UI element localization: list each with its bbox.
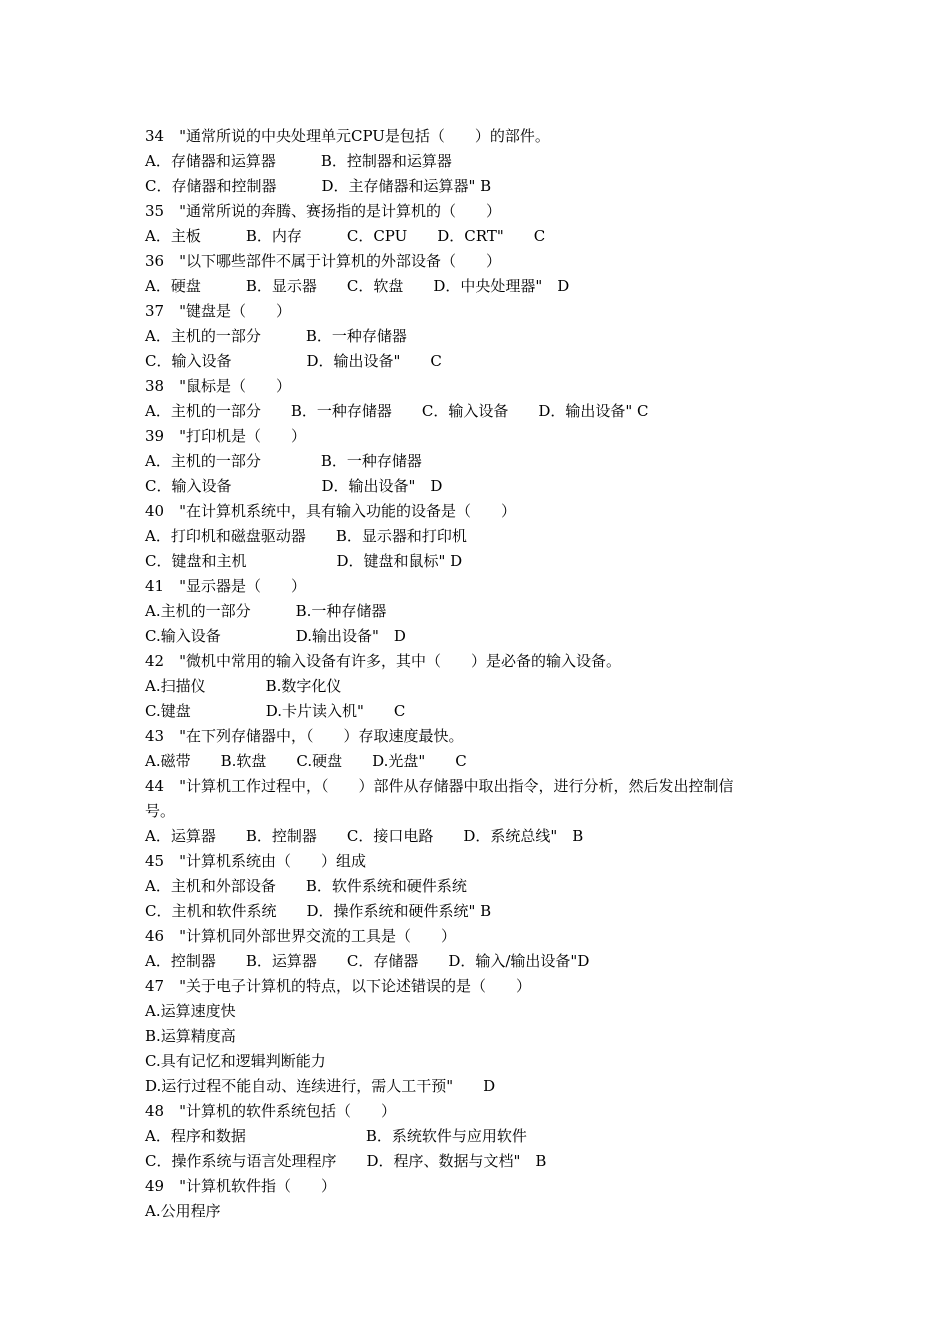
question-38-options: A．主机的一部分 B．一种存储器 C．输入设备 D．输出设备" C bbox=[145, 402, 649, 420]
question-47-option-d: D.运行过程不能自动、连续进行，需人工干预" D bbox=[145, 1077, 496, 1095]
question-49-option-a: A.公用程序 bbox=[145, 1202, 221, 1220]
question-41-stem: 41 "显示器是（ ） bbox=[145, 577, 306, 595]
question-37-options-cd: C．输入设备 D．输出设备" C bbox=[145, 352, 442, 370]
question-44-stem-continued: 号。 bbox=[145, 802, 176, 820]
question-45-stem: 45 "计算机系统由（ ）组成 bbox=[145, 852, 366, 870]
question-47-option-b: B.运算精度高 bbox=[145, 1027, 236, 1045]
question-40-options-ab: A．打印机和磁盘驱动器 B．显示器和打印机 bbox=[145, 527, 467, 545]
question-34-stem: 34 "通常所说的中央处理单元CPU是包括（ ）的部件。 bbox=[145, 127, 550, 145]
question-39-options-ab: A．主机的一部分 B．一种存储器 bbox=[145, 452, 422, 470]
question-40-stem: 40 "在计算机系统中，具有输入功能的设备是（ ） bbox=[145, 502, 516, 520]
question-42-options-cd: C.键盘 D.卡片读入机" C bbox=[145, 702, 406, 720]
question-47-option-a: A.运算速度快 bbox=[145, 1002, 236, 1020]
question-47-stem: 47 "关于电子计算机的特点，以下论述错误的是（ ） bbox=[145, 977, 531, 995]
question-38-stem: 38 "鼠标是（ ） bbox=[145, 377, 291, 395]
question-35-stem: 35 "通常所说的奔腾、赛扬指的是计算机的（ ） bbox=[145, 202, 501, 220]
question-34-options-ab: A．存储器和运算器 B．控制器和运算器 bbox=[145, 152, 452, 170]
question-36-stem: 36 "以下哪些部件不属于计算机的外部设备（ ） bbox=[145, 252, 501, 270]
question-36-options: A．硬盘 B．显示器 C．软盘 D．中央处理器" D bbox=[145, 277, 570, 295]
question-40-options-cd: C．键盘和主机 D．键盘和鼠标" D bbox=[145, 552, 463, 570]
question-47-option-c: C.具有记忆和逻辑判断能力 bbox=[145, 1052, 326, 1070]
question-48-options-cd: C．操作系统与语言处理程序 D．程序、数据与文档" B bbox=[145, 1152, 547, 1170]
question-34-options-cd: C．存储器和控制器 D．主存储器和运算器" B bbox=[145, 177, 492, 195]
question-43-stem: 43 "在下列存储器中，（ ）存取速度最快。 bbox=[145, 727, 464, 745]
question-37-stem: 37 "键盘是（ ） bbox=[145, 302, 291, 320]
question-44-options: A．运算器 B．控制器 C．接口电路 D．系统总线" B bbox=[145, 827, 584, 845]
question-41-options-cd: C.输入设备 D.输出设备" D bbox=[145, 627, 406, 645]
question-48-options-ab: A．程序和数据 B．系统软件与应用软件 bbox=[145, 1127, 527, 1145]
question-42-options-ab: A.扫描仪 B.数字化仪 bbox=[145, 677, 342, 695]
question-43-options: A.磁带 B.软盘 C.硬盘 D.光盘" C bbox=[145, 752, 467, 770]
question-35-options: A．主板 B．内存 C．CPU D．CRT" C bbox=[145, 227, 546, 245]
question-48-stem: 48 "计算机的软件系统包括（ ） bbox=[145, 1102, 396, 1120]
question-37-options-ab: A．主机的一部分 B．一种存储器 bbox=[145, 327, 407, 345]
question-44-stem: 44 "计算机工作过程中，（ ）部件从存储器中取出指令，进行分析，然后发出控制信 bbox=[145, 777, 734, 795]
question-39-options-cd: C．输入设备 D．输出设备" D bbox=[145, 477, 443, 495]
question-46-options: A．控制器 B．运算器 C．存储器 D．输入/输出设备"D bbox=[145, 952, 590, 970]
question-41-options-ab: A.主机的一部分 B.一种存储器 bbox=[145, 602, 387, 620]
question-49-stem: 49 "计算机软件指（ ） bbox=[145, 1177, 336, 1195]
question-46-stem: 46 "计算机同外部世界交流的工具是（ ） bbox=[145, 927, 456, 945]
question-45-options-cd: C．主机和软件系统 D．操作系统和硬件系统" B bbox=[145, 902, 492, 920]
question-39-stem: 39 "打印机是（ ） bbox=[145, 427, 306, 445]
question-45-options-ab: A．主机和外部设备 B．软件系统和硬件系统 bbox=[145, 877, 467, 895]
question-42-stem: 42 "微机中常用的输入设备有许多，其中（ ）是必备的输入设备。 bbox=[145, 652, 621, 670]
